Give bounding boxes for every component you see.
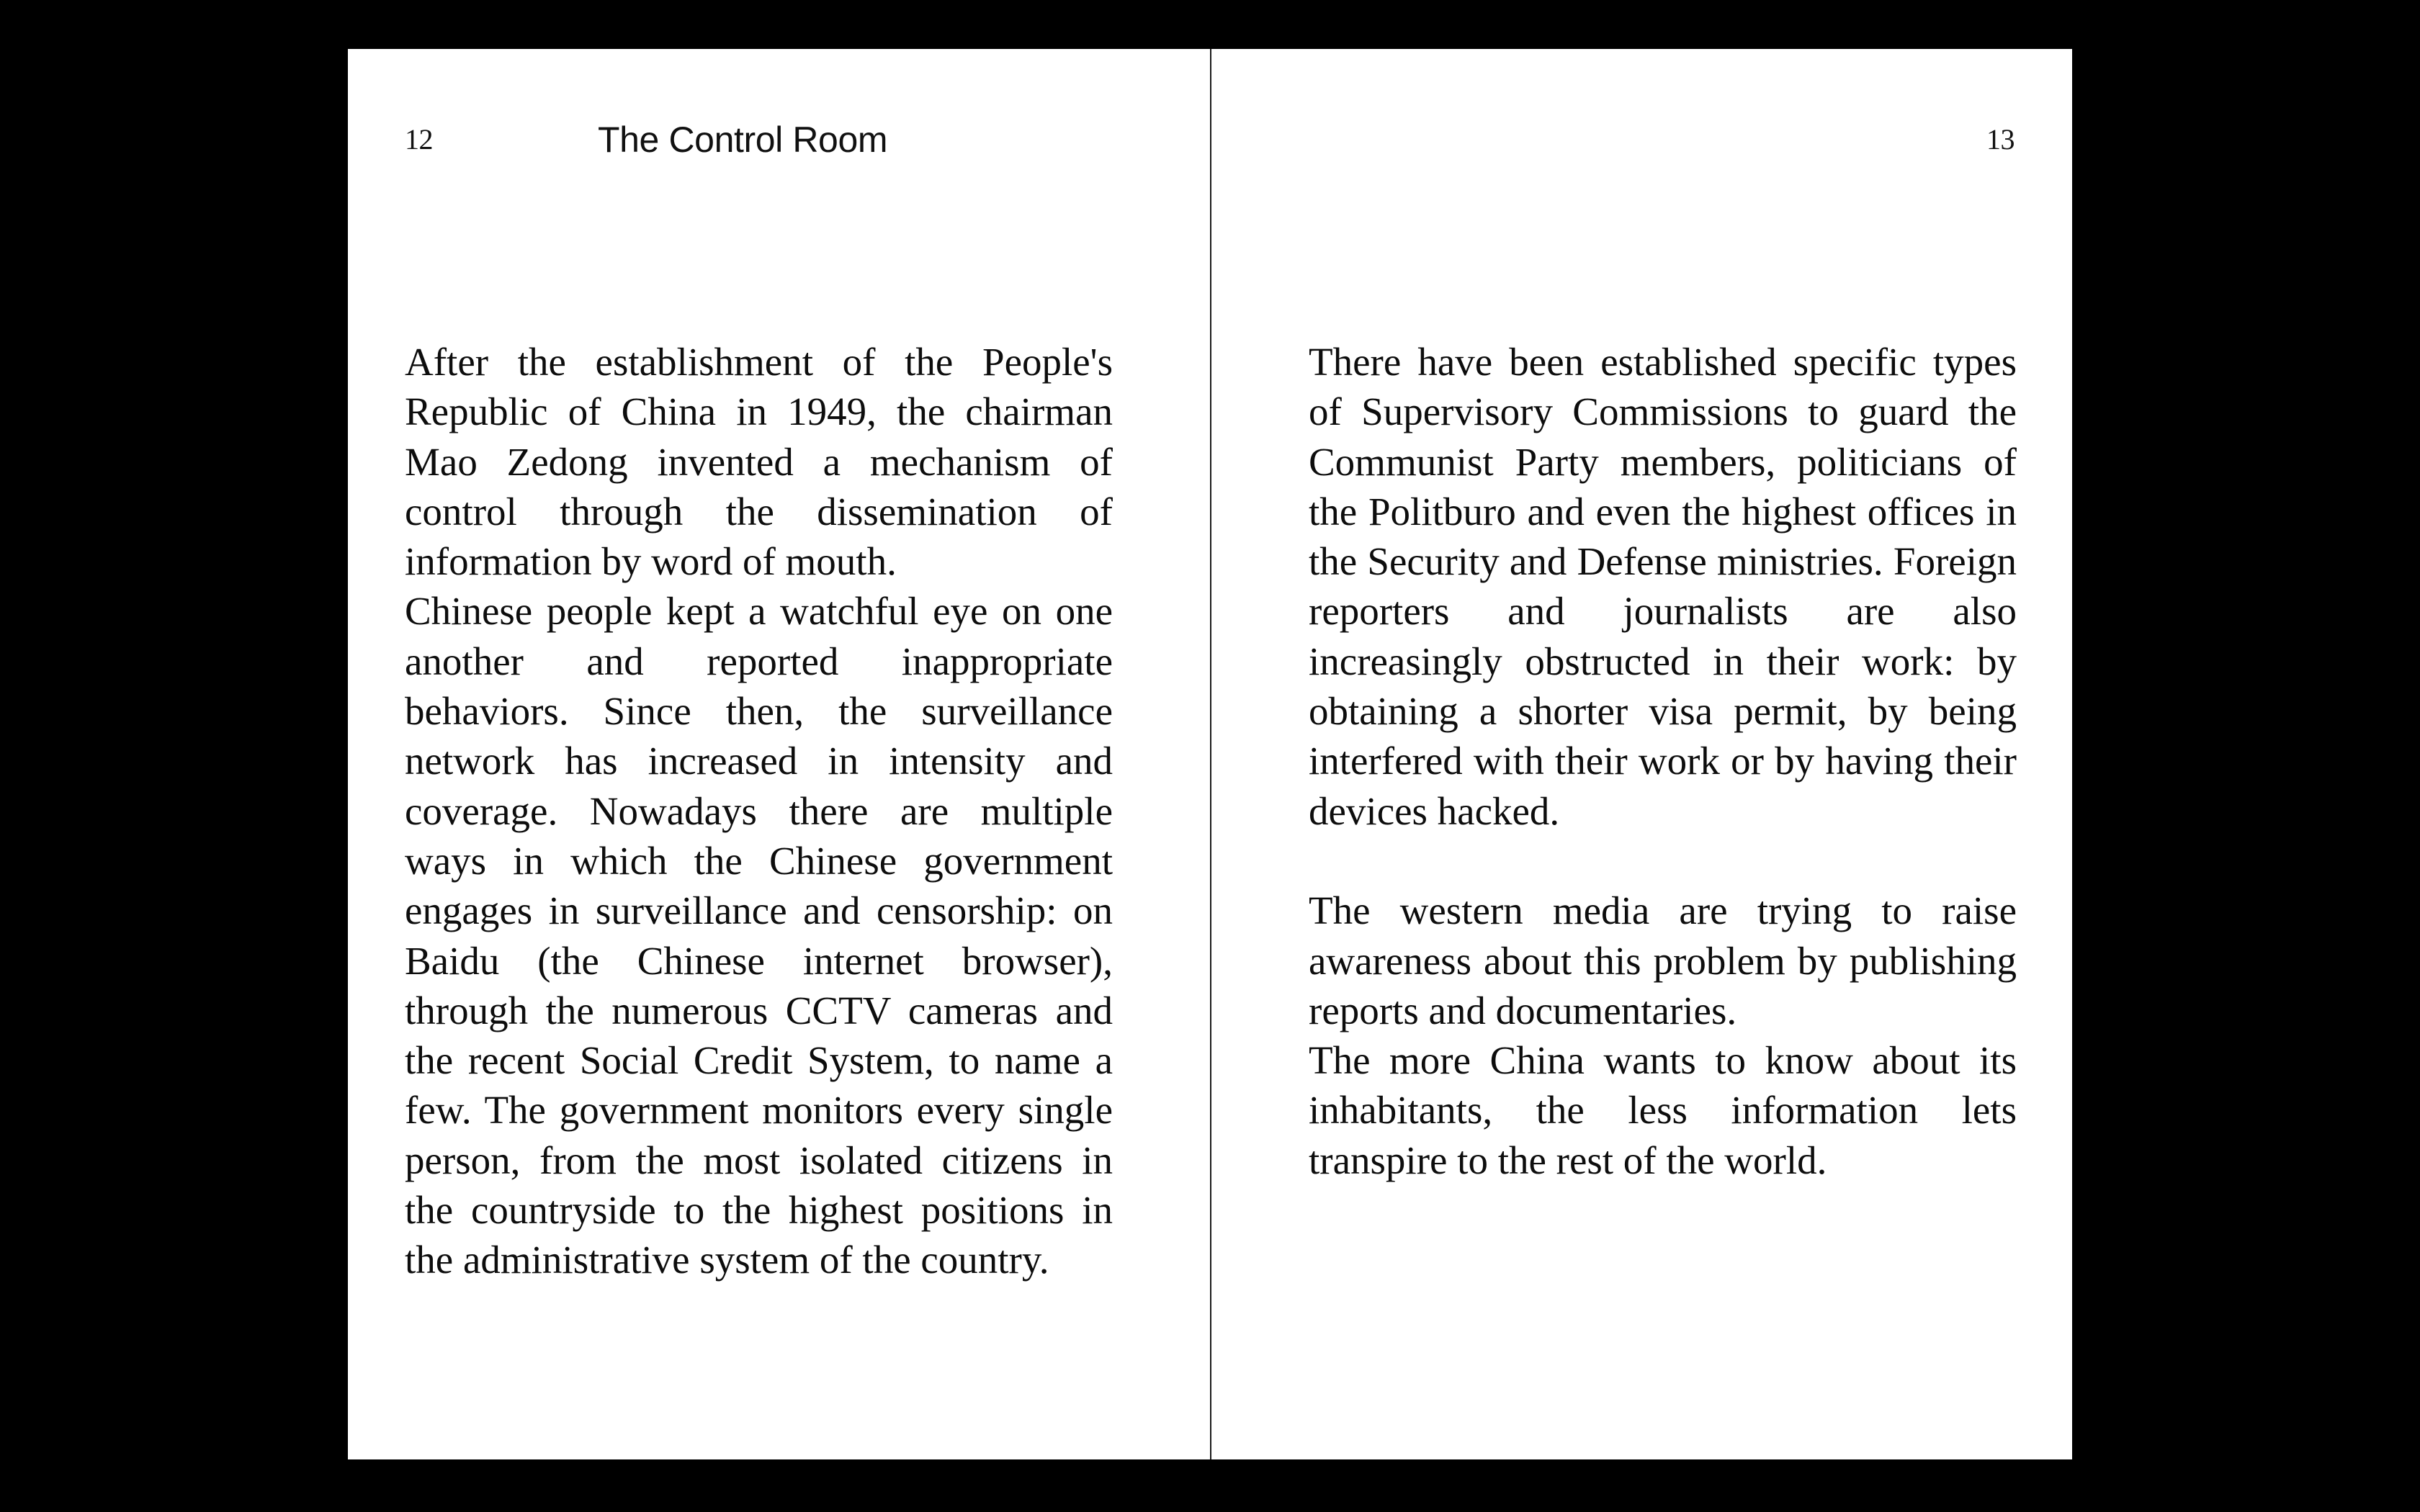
running-head-verso xyxy=(348,118,1210,168)
text-block-recto xyxy=(1309,337,2017,1185)
page-verso xyxy=(348,49,1210,1459)
page-number-recto: 13 xyxy=(1986,123,2015,156)
running-title: The Control Room xyxy=(598,120,888,160)
running-head-recto xyxy=(1210,118,2072,168)
page-number-verso: 12 xyxy=(405,123,433,156)
paragraph: Chinese people kept a watchful eye on one another and reported inappropriate behaviors. Since then, the surveillance network has increased in intensity and coverage. Nowadays there are multiple ways in which the Chinese government engages in surveillance and censorship: on Baidu (the Chinese internet browser), through the numerous CCTV cameras and the recent Social Credit System, to name a few. The government monitors every single person, from the most isolated citizens in the countryside to the highest positions in the administrative system of the country. xyxy=(405,589,1113,1282)
book-spread xyxy=(348,49,2072,1459)
page-recto xyxy=(1210,49,2072,1459)
paragraph: The more China wants to know about its inhabitants, the less information lets transpire to the rest of the world. xyxy=(1309,1038,2017,1182)
paragraph: The western media are trying to raise awareness about this problem by publishing reports and documentaries. xyxy=(1309,888,2017,1032)
paragraph: There have been established specific types of Supervisory Commissions to guard the Communist Party members, politicians of the Politburo and even the highest offices in the Security and Defense ministries. Foreign reporters and journalists are also increasingly obstructed in their work: by obtaining a shorter visa permit, by being interfered with their work or by having their devices hacked. xyxy=(1309,340,2017,833)
paragraph: After the establishment of the People's Republic of China in 1949, the chairman Mao Zedong invented a mechanism of control through the dissemination of information by word of mouth. xyxy=(405,340,1113,584)
text-block-verso xyxy=(405,337,1113,1285)
